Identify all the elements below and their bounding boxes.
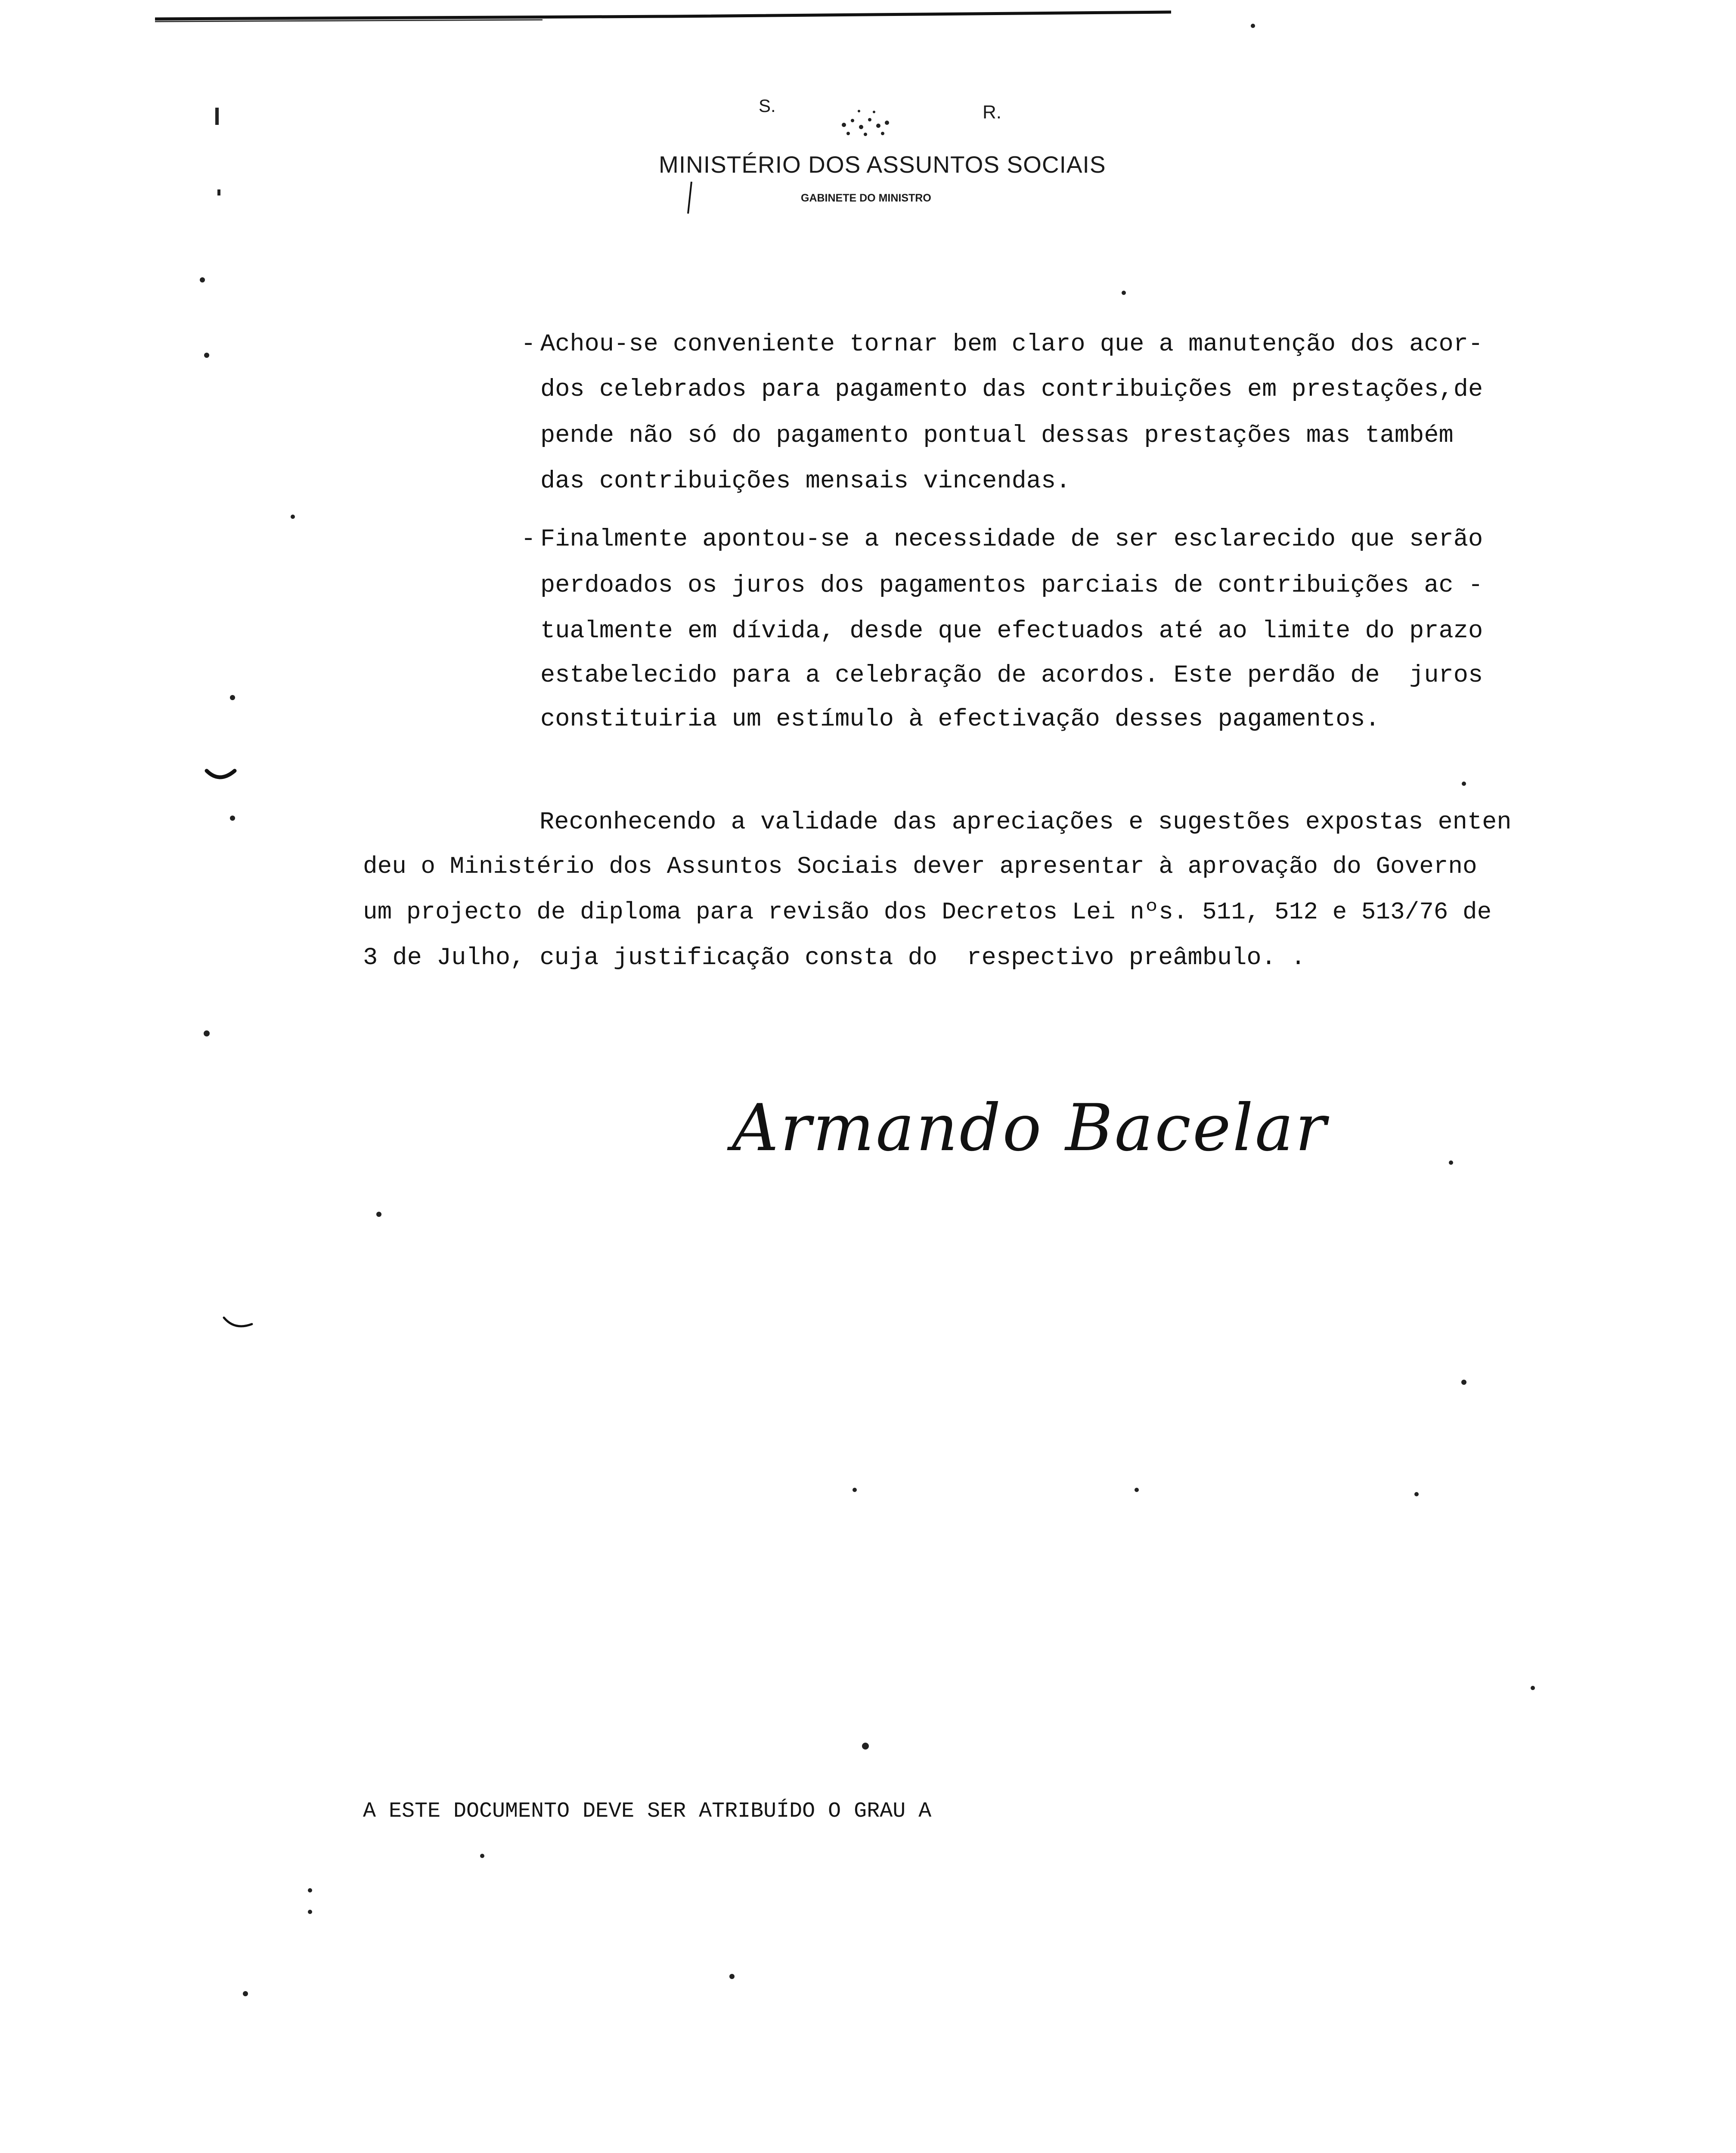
text-line: Achou-se conveniente tornar bem claro que a manutenção dos acor- (540, 331, 1483, 358)
text-line: Reconhecendo a validade das apreciações e sugestões expostas enten (539, 809, 1512, 836)
text-line: Finalmente apontou-se a necessidade de ser esclarecido que serão (540, 526, 1483, 553)
text-line: das contribuições mensais vincendas. (540, 468, 1071, 495)
text-line: um projecto de diploma para revisão dos Decretos Lei nºs. 511, 512 e 513/76 de (363, 898, 1492, 926)
text-line: pende não só do pagamento pontual dessas prestações mas também (540, 422, 1454, 450)
text-line: 3 de Julho, cuja justificação consta do respectivo preâmbulo. . (363, 944, 1306, 972)
emblem-letter-right: R. (983, 102, 1001, 123)
text-line: estabelecido para a celebração de acordos. Este perdão de juros (540, 662, 1483, 689)
text-line: constituiria um estímulo à efectivação desses pagamentos. (540, 706, 1380, 733)
office-name: GABINETE DO MINISTRO (801, 192, 931, 204)
handwritten-signature: Armando Bacelar (732, 1091, 1328, 1166)
emblem-letter-left: S. (759, 96, 776, 116)
text-line: tualmente em dívida, desde que efectuados até ao limite do prazo (540, 617, 1483, 645)
text-line: deu o Ministério dos Assuntos Sociais dever apresentar à aprovação do Governo (363, 853, 1477, 880)
ministry-name: MINISTÉRIO DOS ASSUNTOS SOCIAIS (659, 151, 1106, 178)
text-line: dos celebrados para pagamento das contribuições em prestações,de (540, 376, 1483, 403)
text-line: perdoados os juros dos pagamentos parciais de contribuições ac - (540, 572, 1483, 599)
classification-note: A ESTE DOCUMENTO DEVE SER ATRIBUÍDO O GRAU A (363, 1799, 932, 1824)
bullet-dash: - (521, 331, 536, 358)
bullet-dash: - (521, 526, 536, 553)
